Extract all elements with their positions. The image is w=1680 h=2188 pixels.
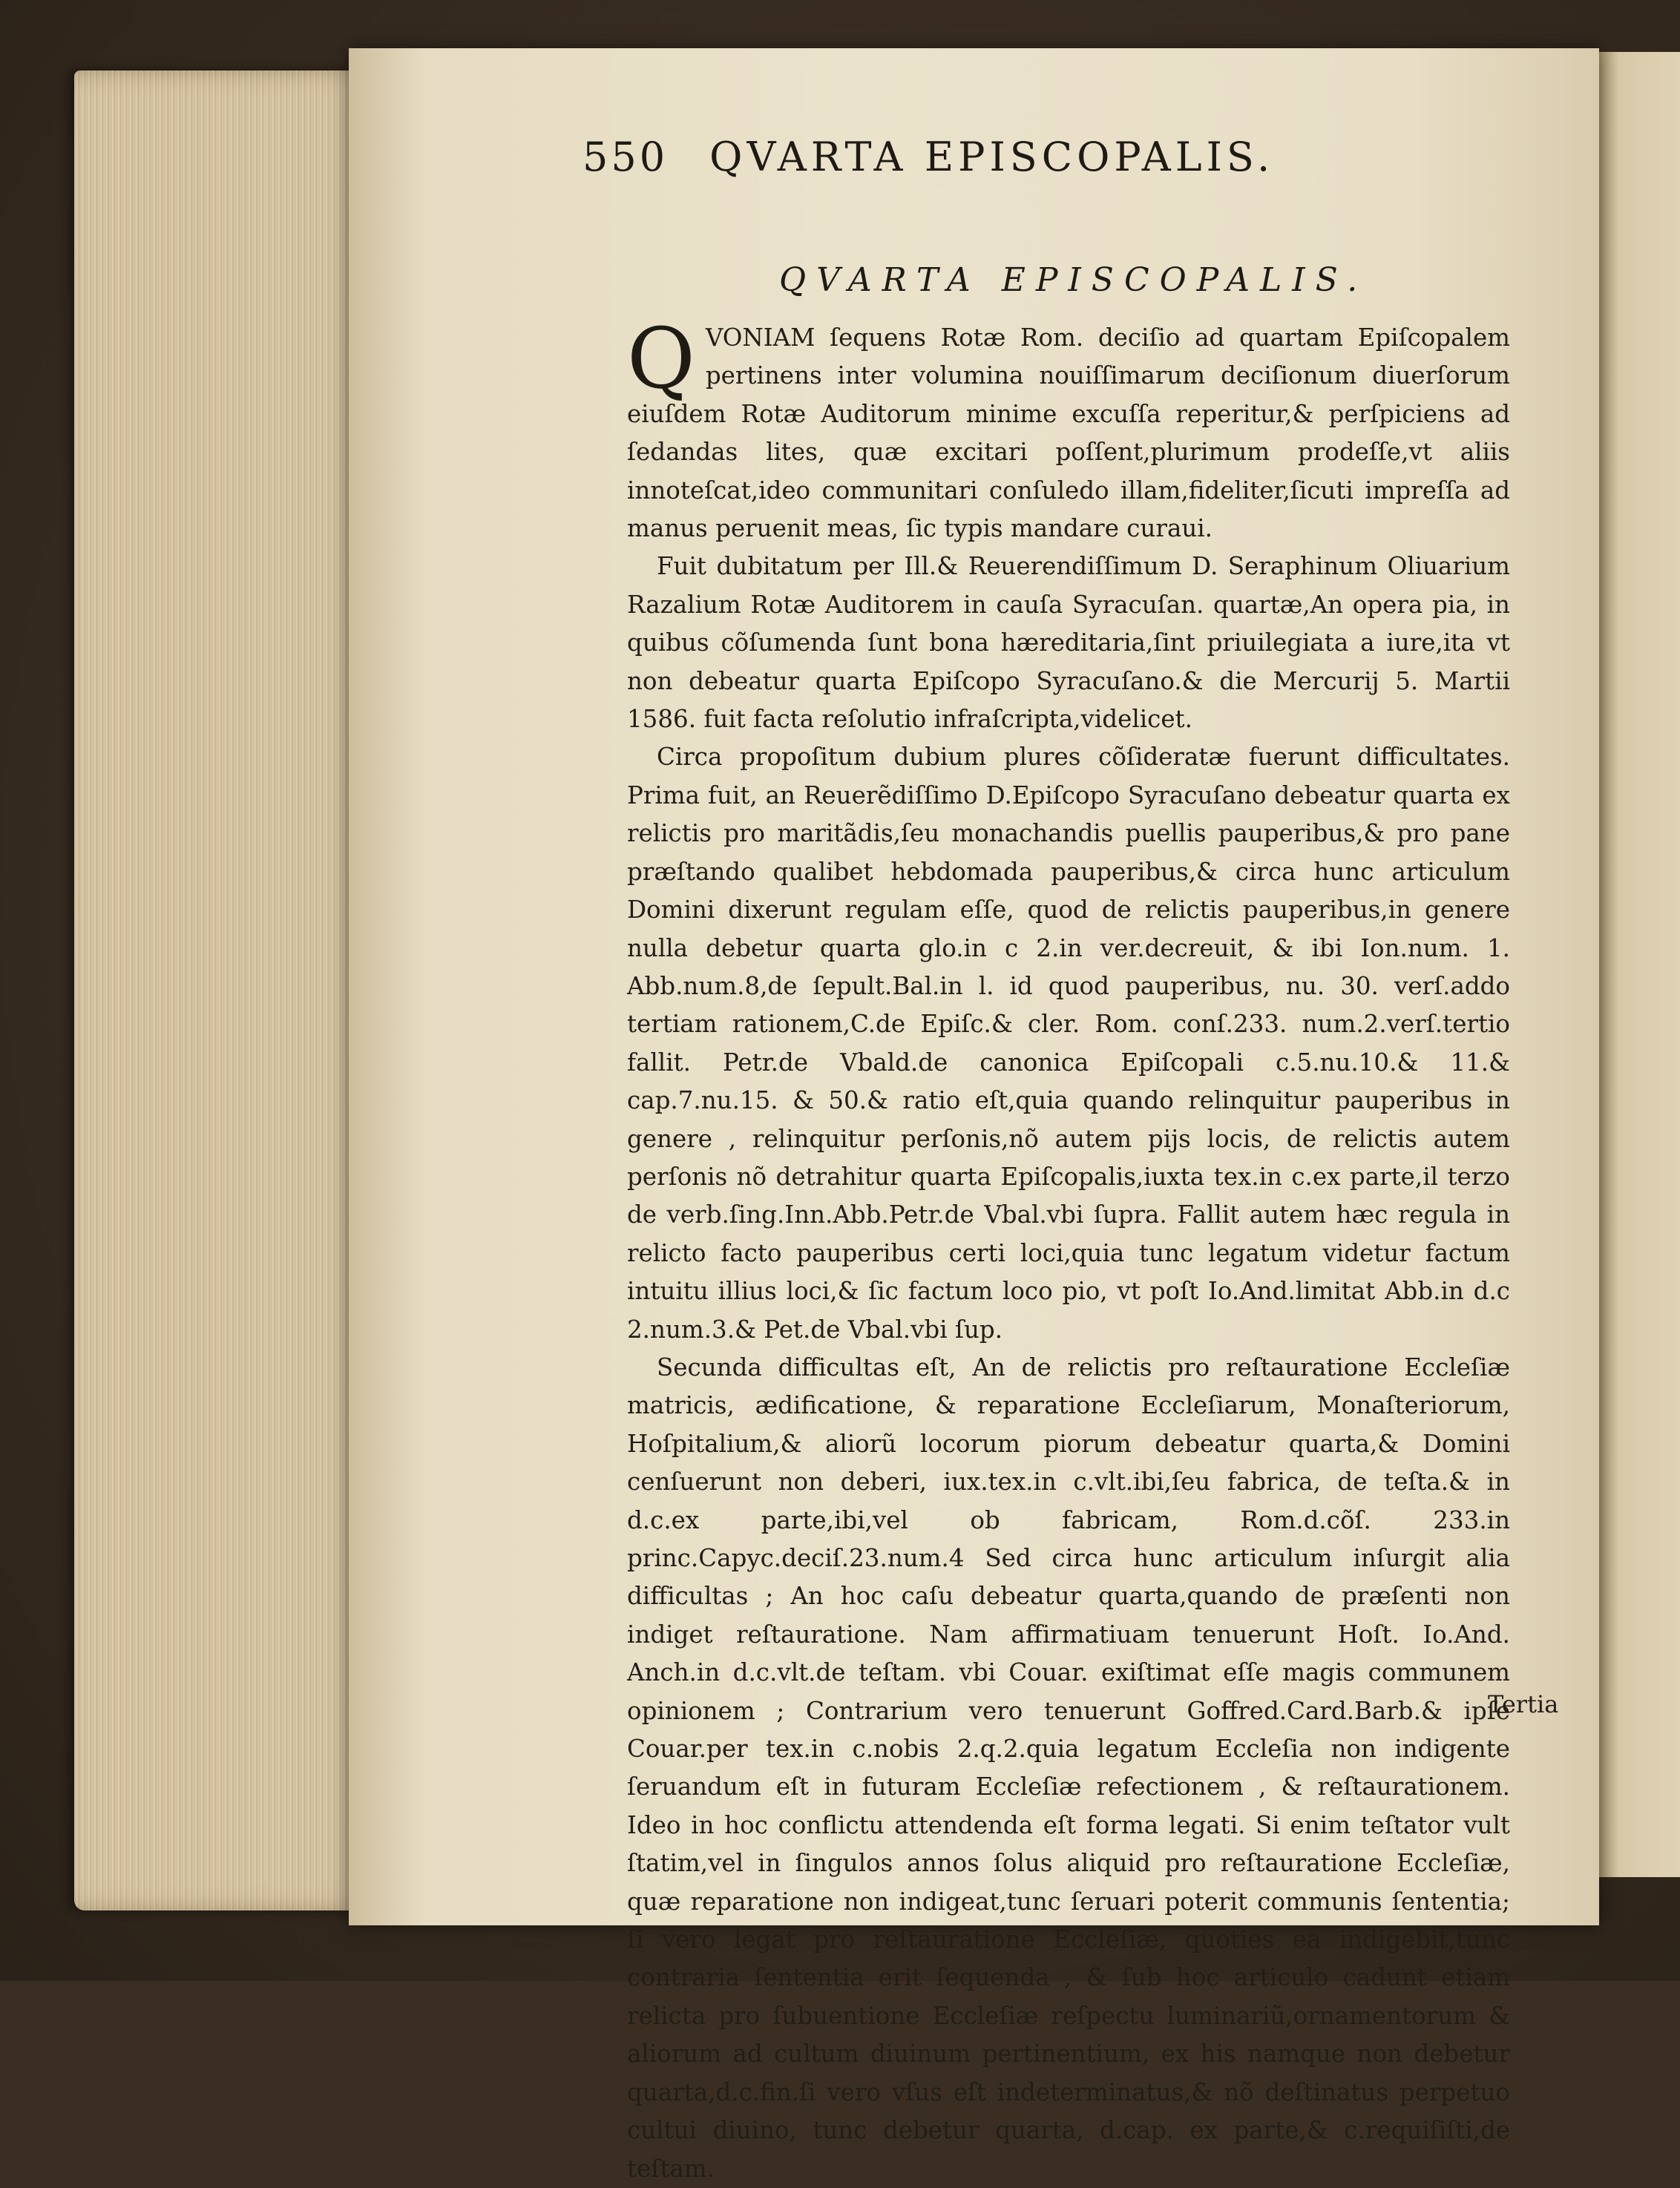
page-edges [74,70,367,1911]
paragraph-4: Secunda difficultas eſt, An de relictis pro reſtauratione Eccleſiæ matricis, ædificatione, & reparatione Eccleſiarum, Monaſteriorum, Hoſpitalium,& aliorũ locorum piorum debeatur quarta,& Domini cenſuerunt non deberi, iux.tex.in c.vlt.ibi,ſeu fabrica, de teſta.& in d.c.ex parte,ibi,vel ob fabricam, Rom.d.cõſ. 233.in princ.Capyc.deciſ.23.num.4 Sed circa hunc articulum inſurgit alia difficultas ; An hoc caſu debeatur quarta,quando de præſenti non indiget reſtauratione. Nam affirmatiuam tenuerunt Hoſt. Io.And. Anch.in d.c.vlt.de teſtam. vbi Couar. exiſtimat eſſe magis communem opinionem ; Contrarium vero tenuerunt Goffred.Card.Barb.& ipſe Couar.per tex.in c.nobis 2.q.2.quia legatum Eccleſia non indigente ſeruandum eſt in futuram Eccleſiæ refectionem , & reſtaurationem. Ideo in hoc conflictu attendenda eſt forma legati. Si enim teſtator vult ſtatim,vel in ſingulos annos ſolus aliquid pro reſtauratione Eccleſiæ, quæ reparatione non indigeat,tunc ſeruari poterit communis ſententia; ſi vero legat pro reſtauratione Eccleſiæ, quoties ea indigebit,tunc contraria ſententia erit ſequenda , & ſub hoc articulo cadunt etiam relicta pro ſubuentione Eccleſiæ reſpectu luminariũ,ornamentorum & aliorum ad cultum diuinum pertinentium, ex his namque non debetur quarta,d.c.fin.ſi vero vſus eſt indeterminatus,& nõ deſtinatus perpetuo cultui diuino, tunc debetur quarta, d.cap. ex parte,& c.requiſiſti,de teſtam. [627,1353,1510,2183]
paragraph-1 [627,311,1510,548]
facing-page-edge [1599,52,1680,1877]
running-head-title: QVARTA EPISCOPALIS. [709,134,1275,180]
section-title: QVARTA EPISCOPALIS. [779,261,1368,299]
catchword: Tertia [1488,1690,1559,1718]
page-number: 550 [583,134,669,180]
drop-cap: Q [627,311,695,407]
paragraph-3: Circa propoſitum dubium plures cõſideratæ fuerunt difficultates. Prima fuit, an Reuerẽdiſſimo D.Epiſcopo Syracuſano debeatur quarta ex relictis pro maritãdis,ſeu monachandis puellis pauperibus,& pro pane præſtando qualibet hebdomada pauperibus,& circa hunc articulum Domini dixerunt regulam eſſe, quod de relictis pauperibus,in genere nulla debetur quarta glo.in c 2.in ver.decreuit, & ibi Ion.num. 1. Abb.num.8,de ſepult.Bal.in l. id quod pauperibus, nu. 30. verſ.addo tertiam rationem,C.de Epiſc.& cler. Rom. conſ.233. num.2.verſ.tertio fallit. Petr.de Vbald.de canonica Epiſcopali c.5.nu.10.& 11.& cap.7.nu.15. & 50.& ratio eſt,quia quando relinquitur pauperibus in genere , relinquitur perſonis,nõ autem pijs locis, de relictis autem perſonis nõ detrahitur quarta Epiſcopalis,iuxta tex.in c.ex parte,il terzo de verb.ſing.Inn.Abb.Petr.de Vbal.vbi ſupra. Fallit autem hæc regula in relicto facto pauperibus certi loci,quia tunc legatum videtur factum intuitu illius loci,& ſic factum loco pio, vt poſt Io.And.limitat Abb.in d.c 2.num.3.& Pet.de Vbal.vbi ſup. [627,743,1510,1344]
paragraph-2: Fuit dubitatum per Ill.& Reuerendiſſimum D. Seraphinum Oliuarium Razalium Rotæ Auditorem in cauſa Syracuſan. quartæ,An opera pia, in quibus cõſumenda ſunt bona hæreditaria,ſint priuilegiata a iure,ita vt non debeatur quarta Epiſcopo Syracuſano.& die Mercurij 5. Martii 1586. fuit facta reſolutio infraſcripta,videlicet. [627,552,1510,734]
paragraph-1-text: VONIAM ſequens Rotæ Rom. deciſio ad quartam Epiſcopalem pertinens inter volumina nouiſſimarum deciſionum diuerſorum eiuſdem Rotæ Auditorum minime excuſſa reperitur,& perſpiciens ad ſedandas lites, quæ excitari poſſent,plurimum prodeſſe,vt aliis innoteſcat,ideo communitari conſuledo illam,fideliter,ſicuti impreſſa ad manus peruenit meas, ſic typis mandare curaui. [627,323,1510,543]
running-head [583,134,1621,185]
body-text [627,311,1510,2188]
